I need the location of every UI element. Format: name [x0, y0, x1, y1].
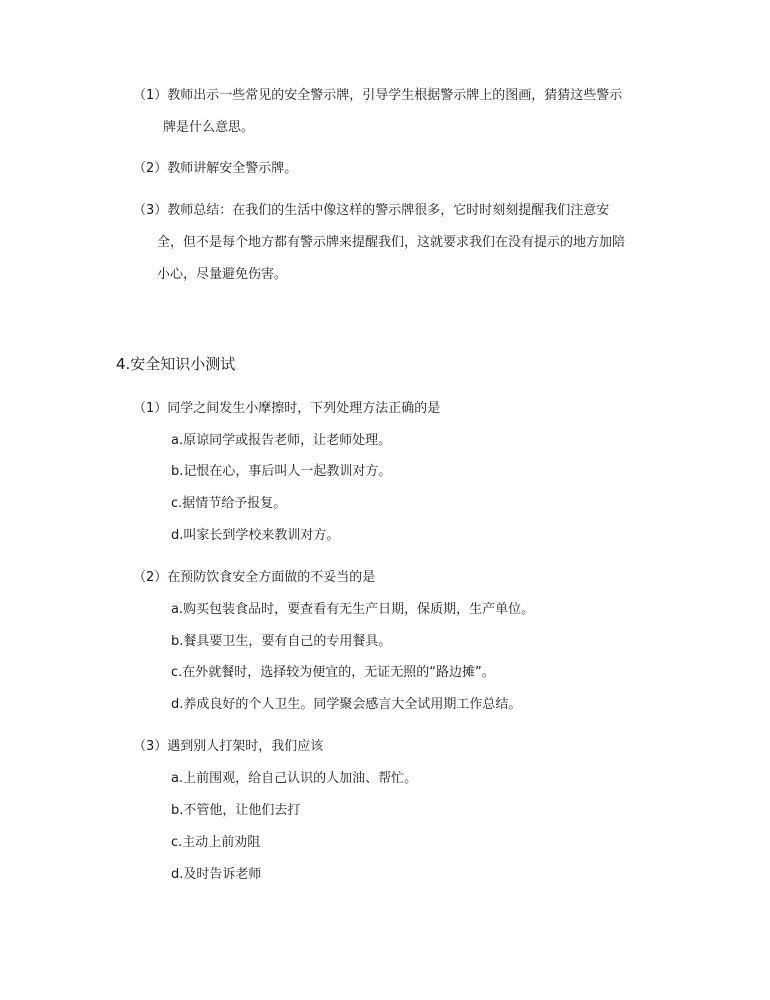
intro-item-3-line-3: 小心，尽量避免伤害。 [157, 267, 288, 282]
question-2-option-d: d.养成良好的个人卫生。同学聚会感言大全试用期工作总结。 [171, 697, 522, 712]
question-3-option-c: c.主动上前劝阻 [171, 835, 261, 850]
question-3-option-d: d.及时告诉老师 [171, 867, 262, 882]
intro-item-1-line-2: 牌是什么意思。 [163, 120, 255, 135]
question-2-option-a: a.购买包装食品时，要查看有无生产日期，保质期，生产单位。 [171, 602, 535, 617]
question-1-option-c: c.据情节给予报复。 [171, 496, 287, 511]
question-3: （3）遇到别人打架时，我们应该 [133, 739, 324, 754]
question-1-option-b: b.记恨在心，事后叫人一起教训对方。 [171, 464, 392, 479]
intro-item-2-line-1: （2）教师讲解安全警示牌。 [133, 161, 298, 176]
question-1-option-a: a.原谅同学或报告老师，让老师处理。 [171, 433, 392, 448]
intro-item-3-line-2: 全，但不是每个地方都有警示牌来提醒我们，这就要求我们在没有提示的地方加陪 [157, 235, 626, 250]
question-1-option-d: d.叫家长到学校来教训对方。 [171, 528, 340, 543]
question-3-option-a: a.上前围观，给自己认识的人加油、帮忙。 [171, 771, 418, 786]
question-2: （2）在预防饮食安全方面做的不妥当的是 [133, 570, 376, 585]
section-title: 4.安全知识小测试 [116, 355, 236, 373]
question-3-option-b: b.不管他，让他们去打 [171, 803, 301, 818]
question-2-option-c: c.在外就餐时，选择较为便宜的，无证无照的“路边摊”。 [171, 665, 495, 680]
question-1: （1）同学之间发生小摩擦时，下列处理方法正确的是 [133, 401, 441, 416]
intro-item-1-line-1: （1）教师出示一些常见的安全警示牌，引导学生根据警示牌上的图画，猜猜这些警示 [133, 88, 623, 103]
intro-item-3-line-1: （3）教师总结：在我们的生活中像这样的警示牌很多，它时时刻刻提醒我们注意安 [133, 203, 610, 218]
question-2-option-b: b.餐具要卫生，要有自己的专用餐具。 [171, 634, 392, 649]
